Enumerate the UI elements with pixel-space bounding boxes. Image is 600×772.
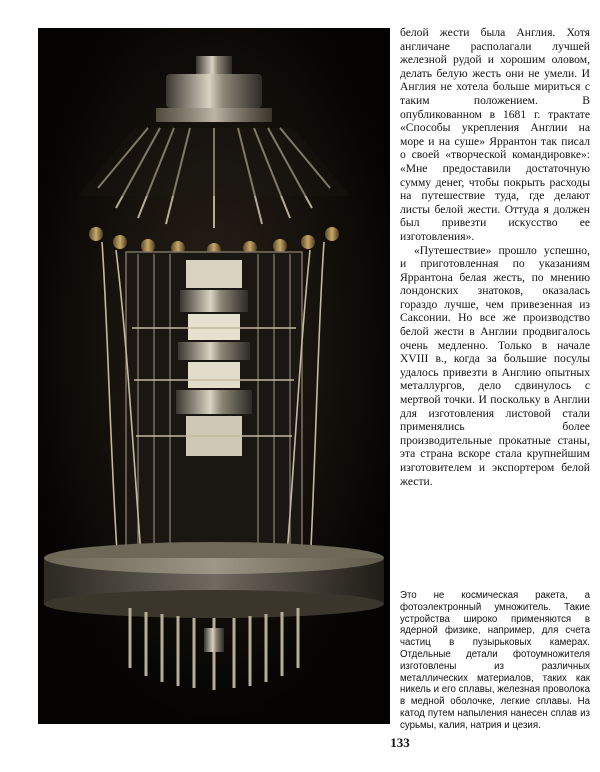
body-paragraph: «Путешествие» прошло успешно, и приготовленная по указаниям Яррантона белая жесть, по мнению лондонских знатоков, оказалась гораздо лучше, чем привезенная из Саксонии. Но все же производство белой жести в Англии продвигалось очень медленно. Только в начале XVIII в., когда за большие посулы удалось привезти в Англию опытных металлургов, дело сдвинулось с мертвой точки. И поскольку в Англии для изготовления листовой стали применялись более производительные прокатные станы, эта страна вскоре стала крупнейшим изготовителем и экспортером белой жести.	[400, 243, 590, 488]
body-paragraph: белой жести была Англия. Хотя англичане располагали лучшей железной рудой и хорошим оловом, делать белую жесть они не умели. И Англия не хотела больше мириться с таким положением. В опубликованном в 1681 г. трактате «Способы укрепления Англии на море и на суше» Яррантон так писал о своей «творческой командировке»: «Мне предоставили достаточную сумму денег, чтобы покрыть расходы на путешествие туда, где делают листы белой жести. Оттуда я должен был привезти искусство ее изготовления».	[400, 26, 590, 243]
body-text-column	[400, 26, 590, 488]
page-number: 133	[390, 735, 410, 750]
photomultiplier-photo	[38, 28, 390, 724]
base-key	[204, 628, 224, 652]
photo-caption: Это не космическая ракета, а фотоэлектронный умножитель. Такие устройства широко применяются в ядерной физике, например, для счета частиц в пузырьковых камерах. Отдельные детали фотоумножителя изготовлены из различных металлических материалов, таких как никель и его сплавы, железная проволока в медной оболочке, легкие сплавы. На катод путем напыления нанесен сплав из сурьмы, калия, натрия и цезия.	[400, 590, 590, 731]
photomultiplier-illustration	[38, 28, 390, 724]
tube-tip	[196, 56, 232, 74]
top-cap	[166, 74, 262, 108]
